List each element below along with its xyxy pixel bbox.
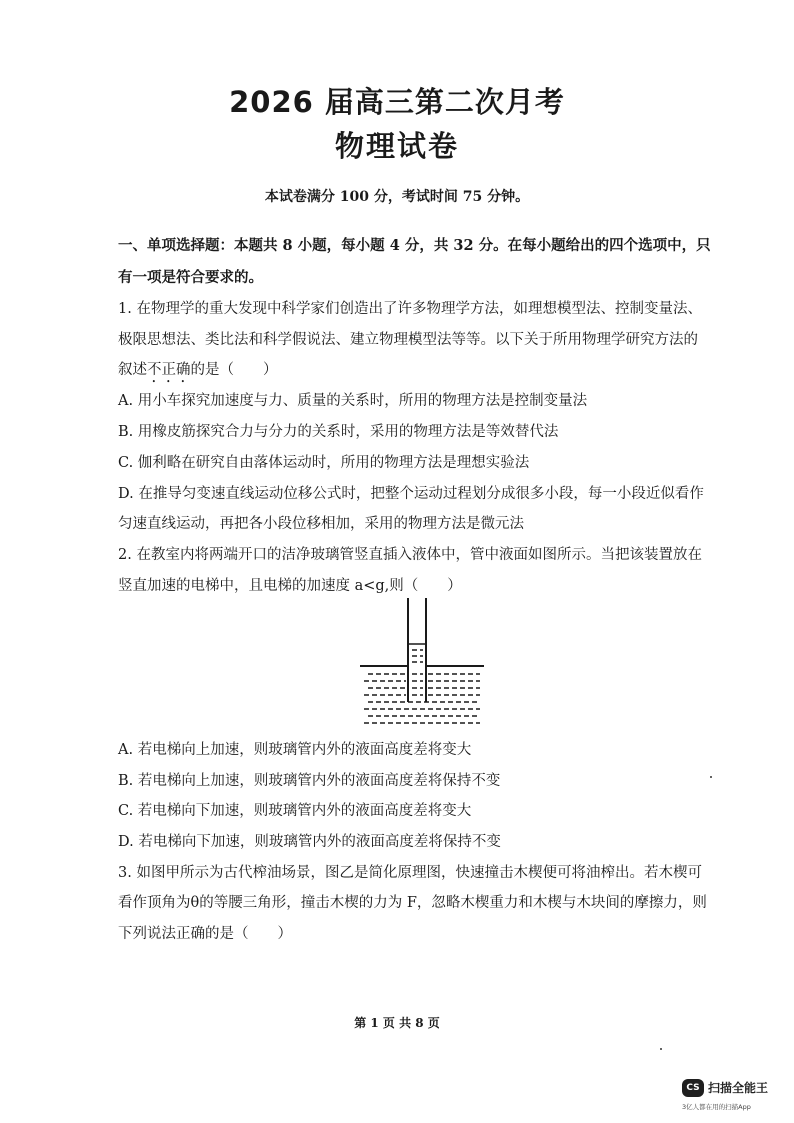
q2-stem-line1: 2. 在教室内将两端开口的洁净玻璃管竖直插入液体中，管中液面如图所示。当把该装置放在	[118, 547, 702, 563]
scan-speck	[660, 1048, 662, 1050]
page-number: 第 1 页 共 8 页	[354, 1016, 440, 1030]
q3-stem-line3: 下列说法正确的是（ ）	[118, 926, 292, 942]
watermark-app-name: 扫描全能王	[708, 1081, 769, 1095]
q1-option-a: A. 用小车探究加速度与力、质量的关系时，所用的物理方法是控制变量法	[118, 393, 588, 409]
q3-stem-line1: 3. 如图甲所示为古代榨油场景，图乙是简化原理图，快速撞击木楔便可将油榨出。若木楔可	[118, 865, 702, 881]
exam-info: 本试卷满分 100 分，考试时间 75 分钟。	[264, 189, 530, 205]
q1-stem-line2: 极限思想法、类比法和科学假说法、建立物理模型法等等。以下关于所用物理学研究方法的	[118, 332, 698, 348]
section-heading-line1: 一、单项选择题：本题共 8 小题，每小题 4 分，共 32 分。在每小题给出的四个选项中，只	[118, 237, 711, 254]
q2-option-b: B. 若电梯向上加速，则玻璃管内外的液面高度差将保持不变	[118, 773, 501, 789]
scan-speck	[710, 776, 712, 778]
section-heading-line2: 有一项是符合要求的。	[118, 269, 263, 286]
q2-option-d: D. 若电梯向下加速，则玻璃管内外的液面高度差将保持不变	[118, 834, 501, 850]
q1-option-d-line2: 匀速直线运动，再把各小段位移相加，采用的物理方法是微元法	[118, 516, 524, 532]
camscanner-logo-icon: CS	[682, 1079, 704, 1097]
q1-stem-line1: 1. 在物理学的重大发现中科学家们创造出了许多物理学方法，如理想模型法、控制变量法、	[118, 301, 702, 317]
scanner-watermark	[682, 1075, 790, 1115]
liquid-hatching	[364, 650, 480, 723]
watermark-tagline: 3亿人都在用的扫描App	[682, 1103, 751, 1111]
q1-emphasis-not-correct: 不正确	[147, 362, 191, 378]
q2-option-c: C. 若电梯向下加速，则玻璃管内外的液面高度差将变大	[118, 803, 472, 819]
q2-option-a: A. 若电梯向上加速，则玻璃管内外的液面高度差将变大	[118, 742, 472, 758]
q1-option-b: B. 用橡皮筋探究合力与分力的关系时，采用的物理方法是等效替代法	[118, 424, 559, 440]
q1-stem-text-a: 叙述	[118, 362, 147, 378]
q3-stem-line2: 看作顶角为θ的等腰三角形，撞击木楔的力为 F，忽略木楔重力和木楔与木块间的摩擦力，则	[118, 895, 707, 911]
q1-option-c: C. 伽利略在研究自由落体运动时，所用的物理方法是理想实验法	[118, 455, 530, 471]
q1-stem-text-c: 的是（ ）	[190, 362, 278, 378]
q2-stem-line2: 竖直加速的电梯中，且电梯的加速度 a<g,则（ ）	[118, 578, 462, 594]
q1-stem-line3	[118, 358, 708, 386]
q1-option-d-line1: D. 在推导匀变速直线运动位移公式时，把整个运动过程划分成很多小段，每一小段近似看作	[118, 486, 704, 502]
exam-subject-title: 物理试卷	[334, 129, 459, 163]
capillary-tube-diagram	[360, 594, 484, 734]
exam-title: 2026 届高三第二次月考	[229, 85, 565, 119]
